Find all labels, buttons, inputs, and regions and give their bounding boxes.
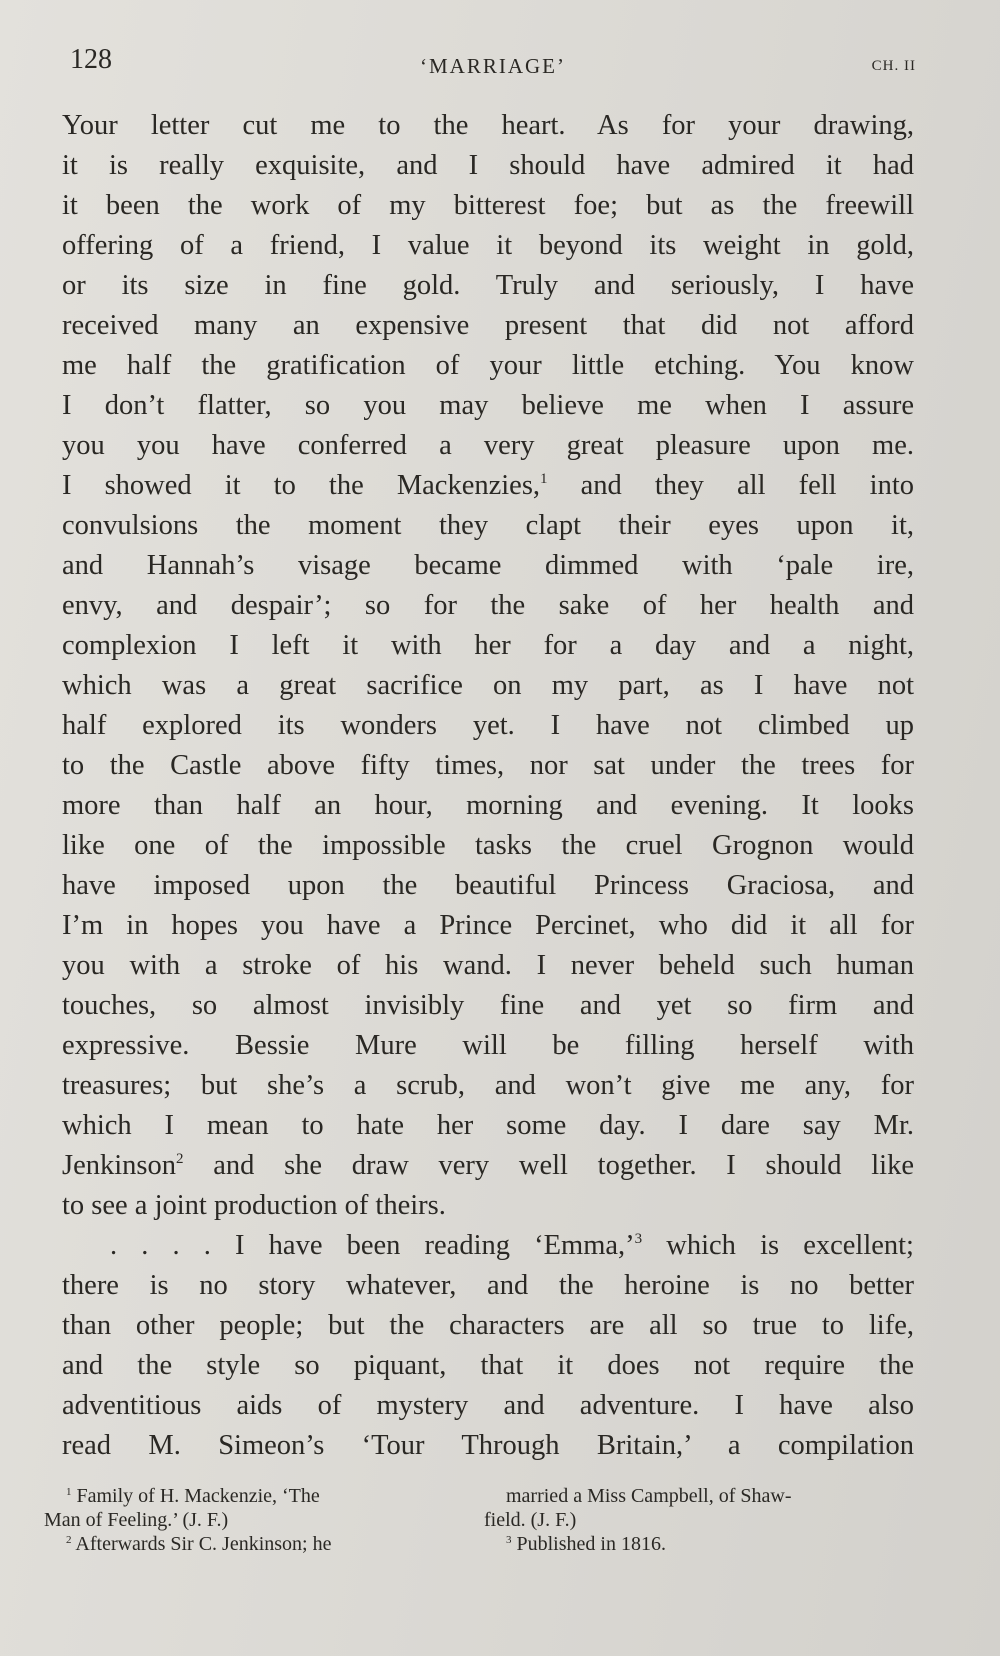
text-line [62, 426, 914, 466]
text-line [62, 666, 914, 706]
line-text: offering of a friend, I value it beyond its weight in gold, [62, 230, 914, 261]
line-text: convulsions the moment they clapt their eyes upon it, [62, 510, 914, 541]
line-text: touches, so almost invisibly fine and yet so firm and [62, 990, 914, 1021]
body-text [62, 106, 914, 1466]
line-text: complexion I left it with her for a day and a night, [62, 630, 914, 661]
line-text: it been the work of my bitterest foe; but as the freewill [62, 190, 914, 221]
footnote [44, 1532, 449, 1556]
footnotes-right-column [484, 1484, 889, 1556]
text-line [62, 466, 914, 506]
text-line [62, 786, 914, 826]
text-line [62, 1066, 914, 1106]
line-text-continued: which is excellent; [642, 1230, 914, 1261]
footnote-text: Published in 1816. [516, 1533, 666, 1555]
text-line [62, 506, 914, 546]
text-line [62, 1026, 914, 1066]
footnote-mark: 3 [506, 1534, 512, 1546]
footnote-text: Afterwards Sir C. Jenkinson; he [75, 1533, 332, 1555]
footnote-text: Family of H. Mackenzie, ‘The [76, 1485, 320, 1507]
text-line [62, 826, 914, 866]
text-line [62, 946, 914, 986]
text-line [62, 1426, 914, 1466]
text-line [62, 386, 914, 426]
text-line [62, 1346, 914, 1386]
line-text: have imposed upon the beautiful Princess Graciosa, and [62, 870, 914, 901]
text-line [62, 306, 914, 346]
text-line [62, 226, 914, 266]
text-line [62, 866, 914, 906]
text-line [62, 186, 914, 226]
text-line [62, 1106, 914, 1146]
line-text: read M. Simeon’s ‘Tour Through Britain,’ a compilation [62, 1430, 914, 1461]
text-line [62, 586, 914, 626]
line-text: which was a great sacrifice on my part, as I have not [62, 670, 914, 701]
footnote-line [44, 1532, 449, 1556]
line-text: it is really exquisite, and I should have admired it had [62, 150, 914, 181]
footnote [44, 1484, 449, 1532]
text-line [62, 106, 914, 146]
line-text: half explored its wonders yet. I have not climbed up [62, 710, 914, 741]
line-text: me half the gratification of your little etching. You know [62, 350, 914, 381]
footnote-ref: 3 [634, 1231, 643, 1247]
text-line [62, 1146, 914, 1186]
line-text: treasures; but she’s a scrub, and won’t give me any, for [62, 1070, 914, 1101]
footnotes-left-column [44, 1484, 449, 1556]
line-text: envy, and despair’; so for the sake of her health and [62, 590, 914, 621]
line-text: . . . . I have been reading ‘Emma,’ [110, 1230, 635, 1261]
footnote-ref: 1 [540, 471, 548, 487]
footnote [484, 1532, 889, 1556]
text-line [62, 626, 914, 666]
line-text-continued: and they all fell into [547, 470, 914, 501]
text-line [62, 986, 914, 1026]
line-text: received many an expensive present that did not afford [62, 310, 914, 341]
line-text: which I mean to hate her some day. I dare say Mr. [62, 1110, 914, 1141]
text-line [62, 266, 914, 306]
text-line [62, 1266, 914, 1306]
line-text: to the Castle above fifty times, nor sat under the trees for [62, 750, 914, 781]
footnote-ref: 2 [176, 1151, 184, 1167]
line-text: you you have conferred a very great pleasure upon me. [62, 430, 914, 461]
footnote-mark: 2 [66, 1534, 72, 1546]
line-text: I’m in hopes you have a Prince Percinet, who did it all for [62, 910, 914, 941]
text-line [62, 1226, 914, 1266]
text-line [62, 546, 914, 586]
text-line [62, 1186, 914, 1226]
text-line [62, 1386, 914, 1426]
text-line [62, 346, 914, 386]
footnote-line [44, 1484, 449, 1508]
footnote-mark: 1 [66, 1486, 72, 1498]
text-line [62, 906, 914, 946]
line-text: you with a stroke of his wand. I never beheld such human [62, 950, 914, 981]
text-line [62, 706, 914, 746]
line-text: Jenkinson [62, 1150, 176, 1181]
text-line [62, 1306, 914, 1346]
footnote [484, 1484, 889, 1532]
running-title: ‘MARRIAGE’ [420, 54, 566, 78]
footnote-line: Man of Feeling.’ (J. F.) [44, 1509, 229, 1531]
footnote-line [484, 1532, 889, 1556]
line-text: I don’t flatter, so you may believe me when I assure [62, 390, 914, 421]
line-text: adventitious aids of mystery and adventure. I have also [62, 1390, 914, 1421]
line-text: or its size in fine gold. Truly and seriously, I have [62, 270, 914, 301]
running-header [70, 44, 916, 84]
line-text: more than half an hour, morning and evening. It looks [62, 790, 914, 821]
line-text: like one of the impossible tasks the cruel Grognon would [62, 830, 914, 861]
text-line [62, 746, 914, 786]
line-text: there is no story whatever, and the heroine is no better [62, 1270, 914, 1301]
line-text: Your letter cut me to the heart. As for your drawing, [62, 110, 914, 141]
page-number: 128 [70, 44, 112, 75]
chapter-label: CH. II [871, 58, 916, 74]
line-text: I showed it to the Mackenzies, [62, 470, 541, 501]
footnote-line [484, 1484, 889, 1508]
line-text: and the style so piquant, that it does not require the [62, 1350, 914, 1381]
line-text: expressive. Bessie Mure will be filling herself with [62, 1030, 914, 1061]
line-text: to see a joint production of theirs. [62, 1190, 446, 1221]
footnote-text: married a Miss Campbell, of Shaw- [506, 1485, 792, 1507]
text-line [62, 146, 914, 186]
line-text: than other people; but the characters are all so true to life, [62, 1310, 914, 1341]
footnote-line: field. (J. F.) [484, 1509, 577, 1531]
line-text-continued: and she draw very well together. I should like [183, 1150, 914, 1181]
line-text: and Hannah’s visage became dimmed with ‘pale ire, [62, 550, 914, 581]
